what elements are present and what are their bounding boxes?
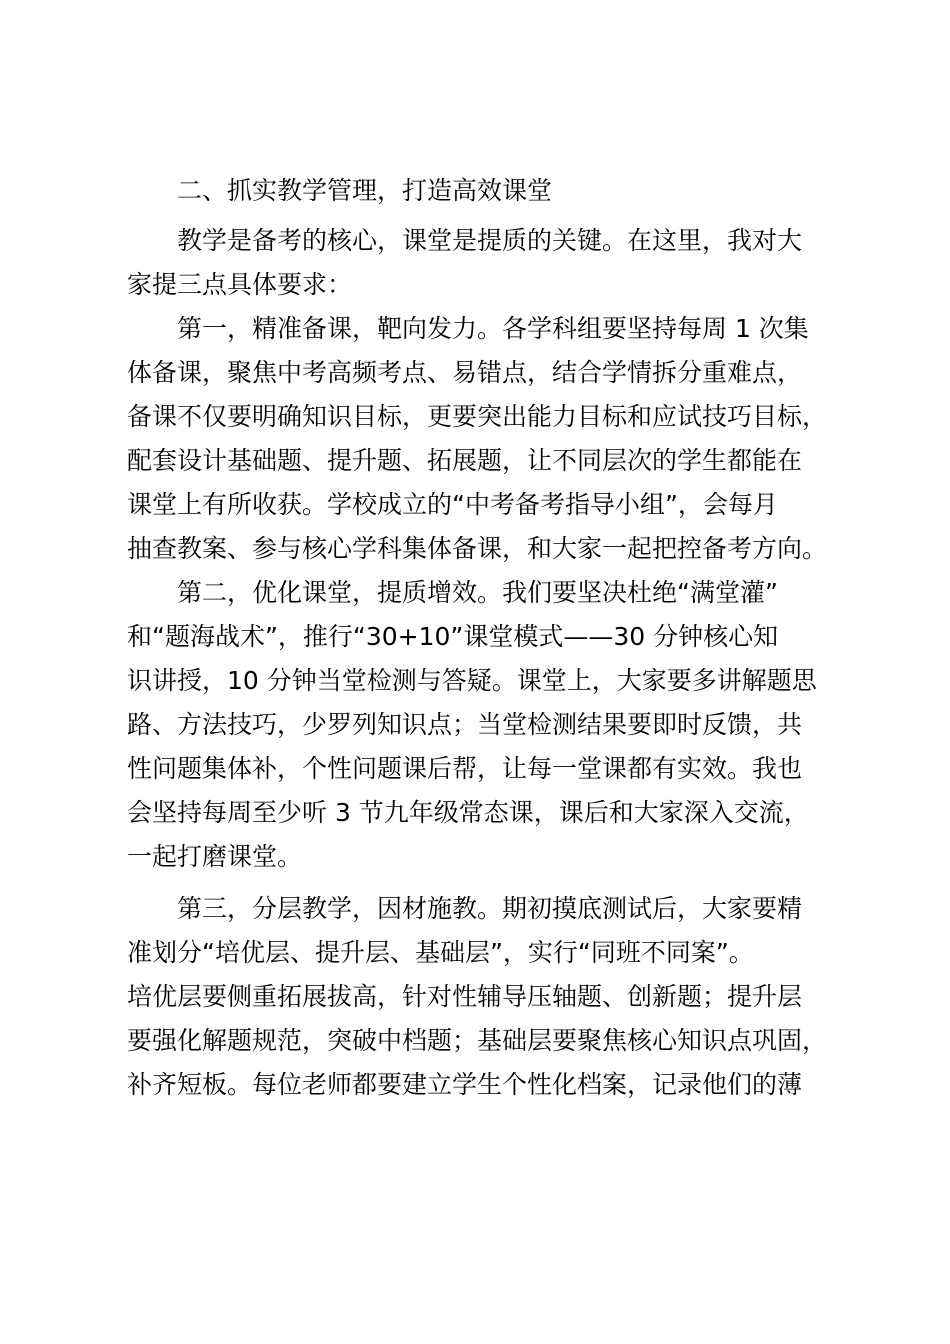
paragraph-line: 性问题集体补，个性问题课后帮，让每一堂课都有实效。我也 xyxy=(127,754,803,783)
paragraph-line: 识讲授，10 分钟当堂检测与答疑。课堂上，大家要多讲解题思 xyxy=(127,666,817,695)
paragraph-line: 路、方法技巧，少罗列知识点；当堂检测结果要即时反馈，共 xyxy=(127,710,803,739)
paragraph-line: 第一，精准备课，靶向发力。各学科组要坚持每周 1 次集 xyxy=(177,314,809,343)
paragraph-line: 配套设计基础题、提升题、拓展题，让不同层次的学生都能在 xyxy=(127,446,803,475)
paragraph-line: 课堂上有所收获。学校成立的“中考备考指导小组”，会每月 xyxy=(127,490,778,519)
paragraph-line: 一起打磨课堂。 xyxy=(127,842,303,871)
paragraph-line: 抽查教案、参与核心学科集体备课，和大家一起把控备考方向。 xyxy=(127,534,828,563)
paragraph-line: 第二，优化课堂，提质增效。我们要坚决杜绝“满堂灌” xyxy=(177,578,778,607)
paragraph-line: 备课不仅要明确知识目标，更要突出能力目标和应试技巧目标， xyxy=(127,402,828,431)
paragraph-line: 第三，分层教学，因材施教。期初摸底测试后，大家要精 xyxy=(177,894,803,923)
paragraph-line: 教学是备考的核心，课堂是提质的关键。在这里，我对大 xyxy=(177,226,803,255)
paragraph-line: 要强化解题规范，突破中档题；基础层要聚焦核心知识点巩固， xyxy=(127,1026,828,1055)
paragraph-line: 准划分“培优层、提升层、基础层”，实行“同班不同案”。 xyxy=(127,938,754,967)
paragraph-line: 体备课，聚焦中考高频考点、易错点，结合学情拆分重难点， xyxy=(127,358,803,387)
paragraph-line: 培优层要侧重拓展拔高，针对性辅导压轴题、创新题；提升层 xyxy=(127,982,803,1011)
paragraph-line: 家提三点具体要求： xyxy=(127,270,353,299)
section-heading: 二、抓实教学管理，打造高效课堂 xyxy=(177,176,553,205)
paragraph-line: 和“题海战术”，推行“30+10”课堂模式——30 分钟核心知 xyxy=(127,622,779,651)
paragraph-line: 会坚持每周至少听 3 节九年级常态课，课后和大家深入交流， xyxy=(127,798,809,827)
paragraph-line: 补齐短板。每位老师都要建立学生个性化档案，记录他们的薄 xyxy=(127,1070,803,1099)
